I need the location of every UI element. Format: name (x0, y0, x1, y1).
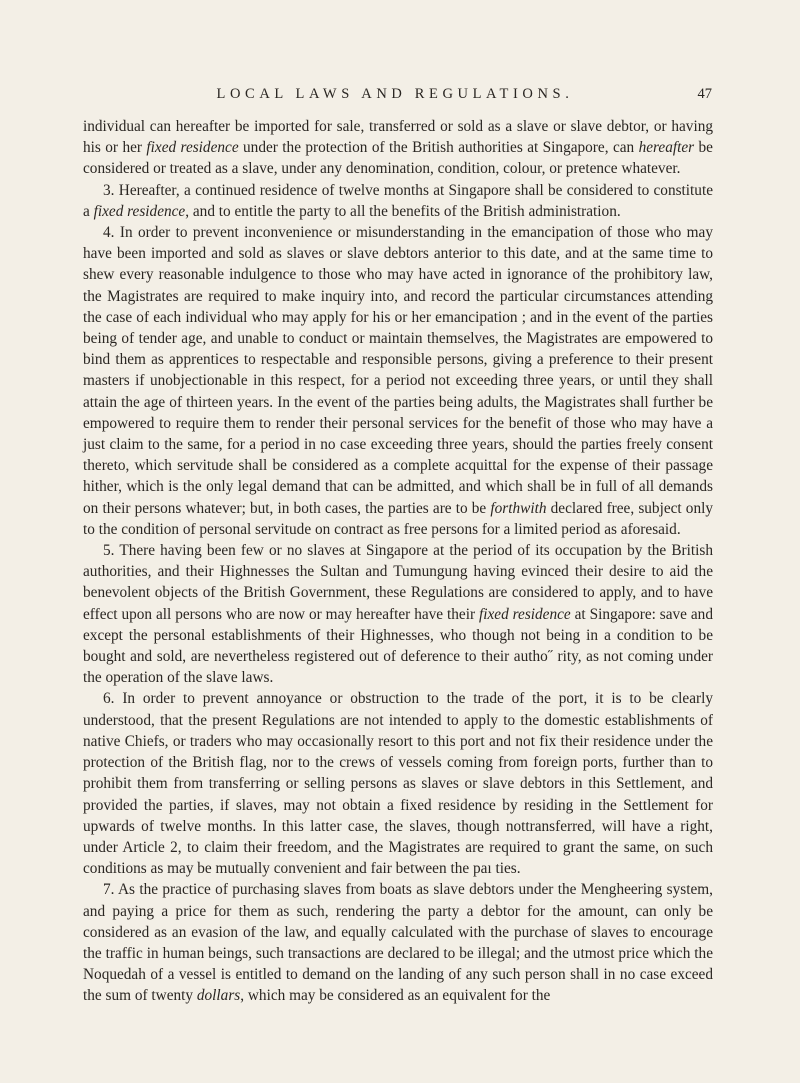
italic-phrase: forthwith (490, 499, 547, 517)
text-run: , which may be considered as an equivalent for the (240, 987, 551, 1005)
text-run: In order to prevent annoyance or obstruction to the trade of the port, it is to be clearly understood, that the present Regulations are not intended to apply to the domestic establishments of native Chiefs, or traders who may occasionally resort to this port and not fix their residence under the protection of the British flag, nor to the crews of vessels coming from foreign ports, further than to prohibit them from transferring or selling persons as slaves or slave debtors in this Settlement, and provided the parties, if slaves, may not obtain a fixed residence by residing in the Settlement for upwards of twelve months. In this latter case, the slaves, though nottransferred, will have a right, under Article 2, to claim their freedom, and the Magistrates are required to grant the same, on such conditions as may be mutually convenient and fair between the paı ties. (83, 690, 713, 878)
paragraph (83, 879, 713, 1006)
paragraph (83, 222, 713, 540)
paragraph (83, 180, 713, 222)
text-run: , and to entitle the party to all the benefits of the British administration. (185, 202, 621, 220)
italic-phrase: fixed residence (146, 139, 239, 157)
text-run: be considered or treated as a slave, under any denomination, condition, colour, or pretence whatever. (83, 139, 713, 178)
paragraph (83, 688, 713, 879)
article-number: 3. (103, 181, 115, 199)
text-run: As the practice of purchasing slaves from boats as slave debtors under the Mengheering system, and paying a price for them as such, rendering the party a debtor for the amount, can only be considered as an evasion of the law, and equally calculated with the purchase of slaves to encourage the traffic in human beings, such transactions are declared to be illegal; and the utmost price which the Noquedah of a vessel is entitled to demand on the landing of any such person shall in no case exceed the sum of twenty (83, 881, 713, 1005)
article-number: 6. (103, 690, 115, 708)
italic-phrase: fixed residence (478, 605, 571, 623)
italic-phrase: hereafter (638, 139, 695, 157)
body-text (83, 116, 713, 1007)
italic-phrase: fixed residence (93, 202, 186, 220)
text-run: at Singapore: save and except the personal establishments of their Highnesses, who though not being in a condition to be bought and sold, are nevertheless registered out of deference to their autho˝ rity, as not coming under the operation of the slave laws. (83, 605, 713, 687)
text-run: In order to prevent inconvenience or misunderstanding in the emancipation of those who may have been imported and sold as slaves or slave debtors anterior to this date, and at the same time to shew every reasonable indulgence to those who may have acted in ignorance of the prohibitory law, the Magistrates are required to make inquiry into, and record the particular circumstances attending the case of each individual who may apply for his or her emancipation ; and in the event of the parties being of tender age, and unable to conduct or maintain themselves, the Magistrates are empowered to bind them as apprentices to respectable and responsible persons, giving a preference to their present masters if unobjectionable in this respect, for a period not exceeding three years, or until they shall attain the age of thirteen years. In the event of the parties being adults, the Magistrates shall further be empowered to require them to render their personal services for the benefit of those who may have a just claim to the same, for a period in no case exceeding three years, should the parties freely consent thereto, which servitude shall be considered as a complete acquittal for the expense of their passage hither, which is the only legal demand that can be admitted, and which shall be in full of all demands on their persons whatever; but, in both cases, the parties are to be (83, 224, 713, 517)
article-number: 5. (103, 542, 115, 560)
paragraph (83, 116, 713, 180)
text-run: under the protection of the British authorities at Singapore, can (238, 139, 639, 157)
article-number: 7. (103, 881, 115, 899)
running-head: LOCAL LAWS AND REGULATIONS. (216, 86, 574, 102)
page-number: 47 (697, 86, 712, 102)
text-run: There having been few or no slaves at Singapore at the period of its occupation by the British authorities, and their Highnesses the Sultan and Tumungung having evinced their desire to aid the benevolent objects of the British Government, these Regulations are considered to apply, and to have effect upon all persons who are now or may hereafter have their (83, 542, 713, 623)
text-run: declared free, subject only to the condition of personal servitude on contract as free persons for a limited period as aforesaid. (83, 499, 714, 538)
italic-phrase: dollars (196, 987, 241, 1005)
text-run: individual can hereafter be imported for sale, transferred or sold as a slave or slave debtor, or having his or her (83, 118, 713, 157)
article-number: 4. (103, 224, 115, 242)
text-run: Hereafter, a continued residence of twelve months at Singapore shall be considered to constitute a (83, 181, 713, 220)
paragraph (83, 540, 713, 688)
